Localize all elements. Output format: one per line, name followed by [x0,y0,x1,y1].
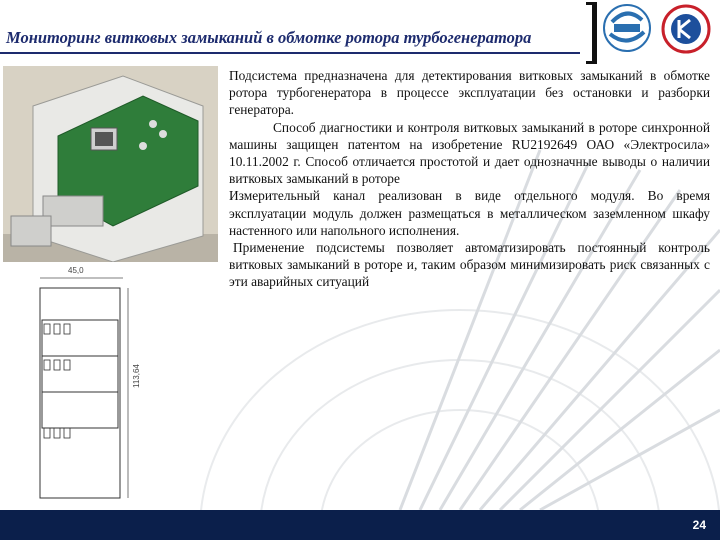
paragraph-benefits: Применение подсистемы позволяет автоматизировать постоянный контроль витковых замыканий в роторе и, таким образом минимизировать риск связанных с эти аварийных ситуаций [229,240,710,290]
slide-header [0,0,720,66]
page-number: 24 [692,518,706,532]
module-technical-drawing [28,268,158,504]
paragraph-patent: Способ диагностики и контроля витковых замыканий в роторе синхронной машины защищен патентом на изобретение RU2192649 ОАО «Электросила» 10.11.2002 г. Способ отличается простотой и дает однозначные выводы о наличии витковых замыканий в роторе [229,119,710,187]
description-text [229,67,710,291]
header-bracket [586,2,597,64]
paragraph-module: Измерительный канал реализован в виде отдельного модуля. Во время эксплуатации модуль должен размещаться в металлическом заземленном шкафу настенного или напольного исполнения. [229,188,710,238]
sosny-logo-icon [602,2,652,54]
module-photo [3,66,218,262]
drawing-width-dimension: 45,0 [68,266,84,275]
drawing-height-dimension: 113,64 [132,364,141,388]
paragraph-purpose: Подсистема предназначена для детектирования витковых замыканий в обмотке ротора турбогенератора в процессе эксплуатации без остановки и разборки генератора. [229,68,710,118]
slide-title: Мониторинг витковых замыканий в обмотке ротора турбогенератора [6,28,532,47]
title-underline [0,52,580,54]
slide-footer [0,510,720,540]
ks-logo-icon [660,4,712,54]
